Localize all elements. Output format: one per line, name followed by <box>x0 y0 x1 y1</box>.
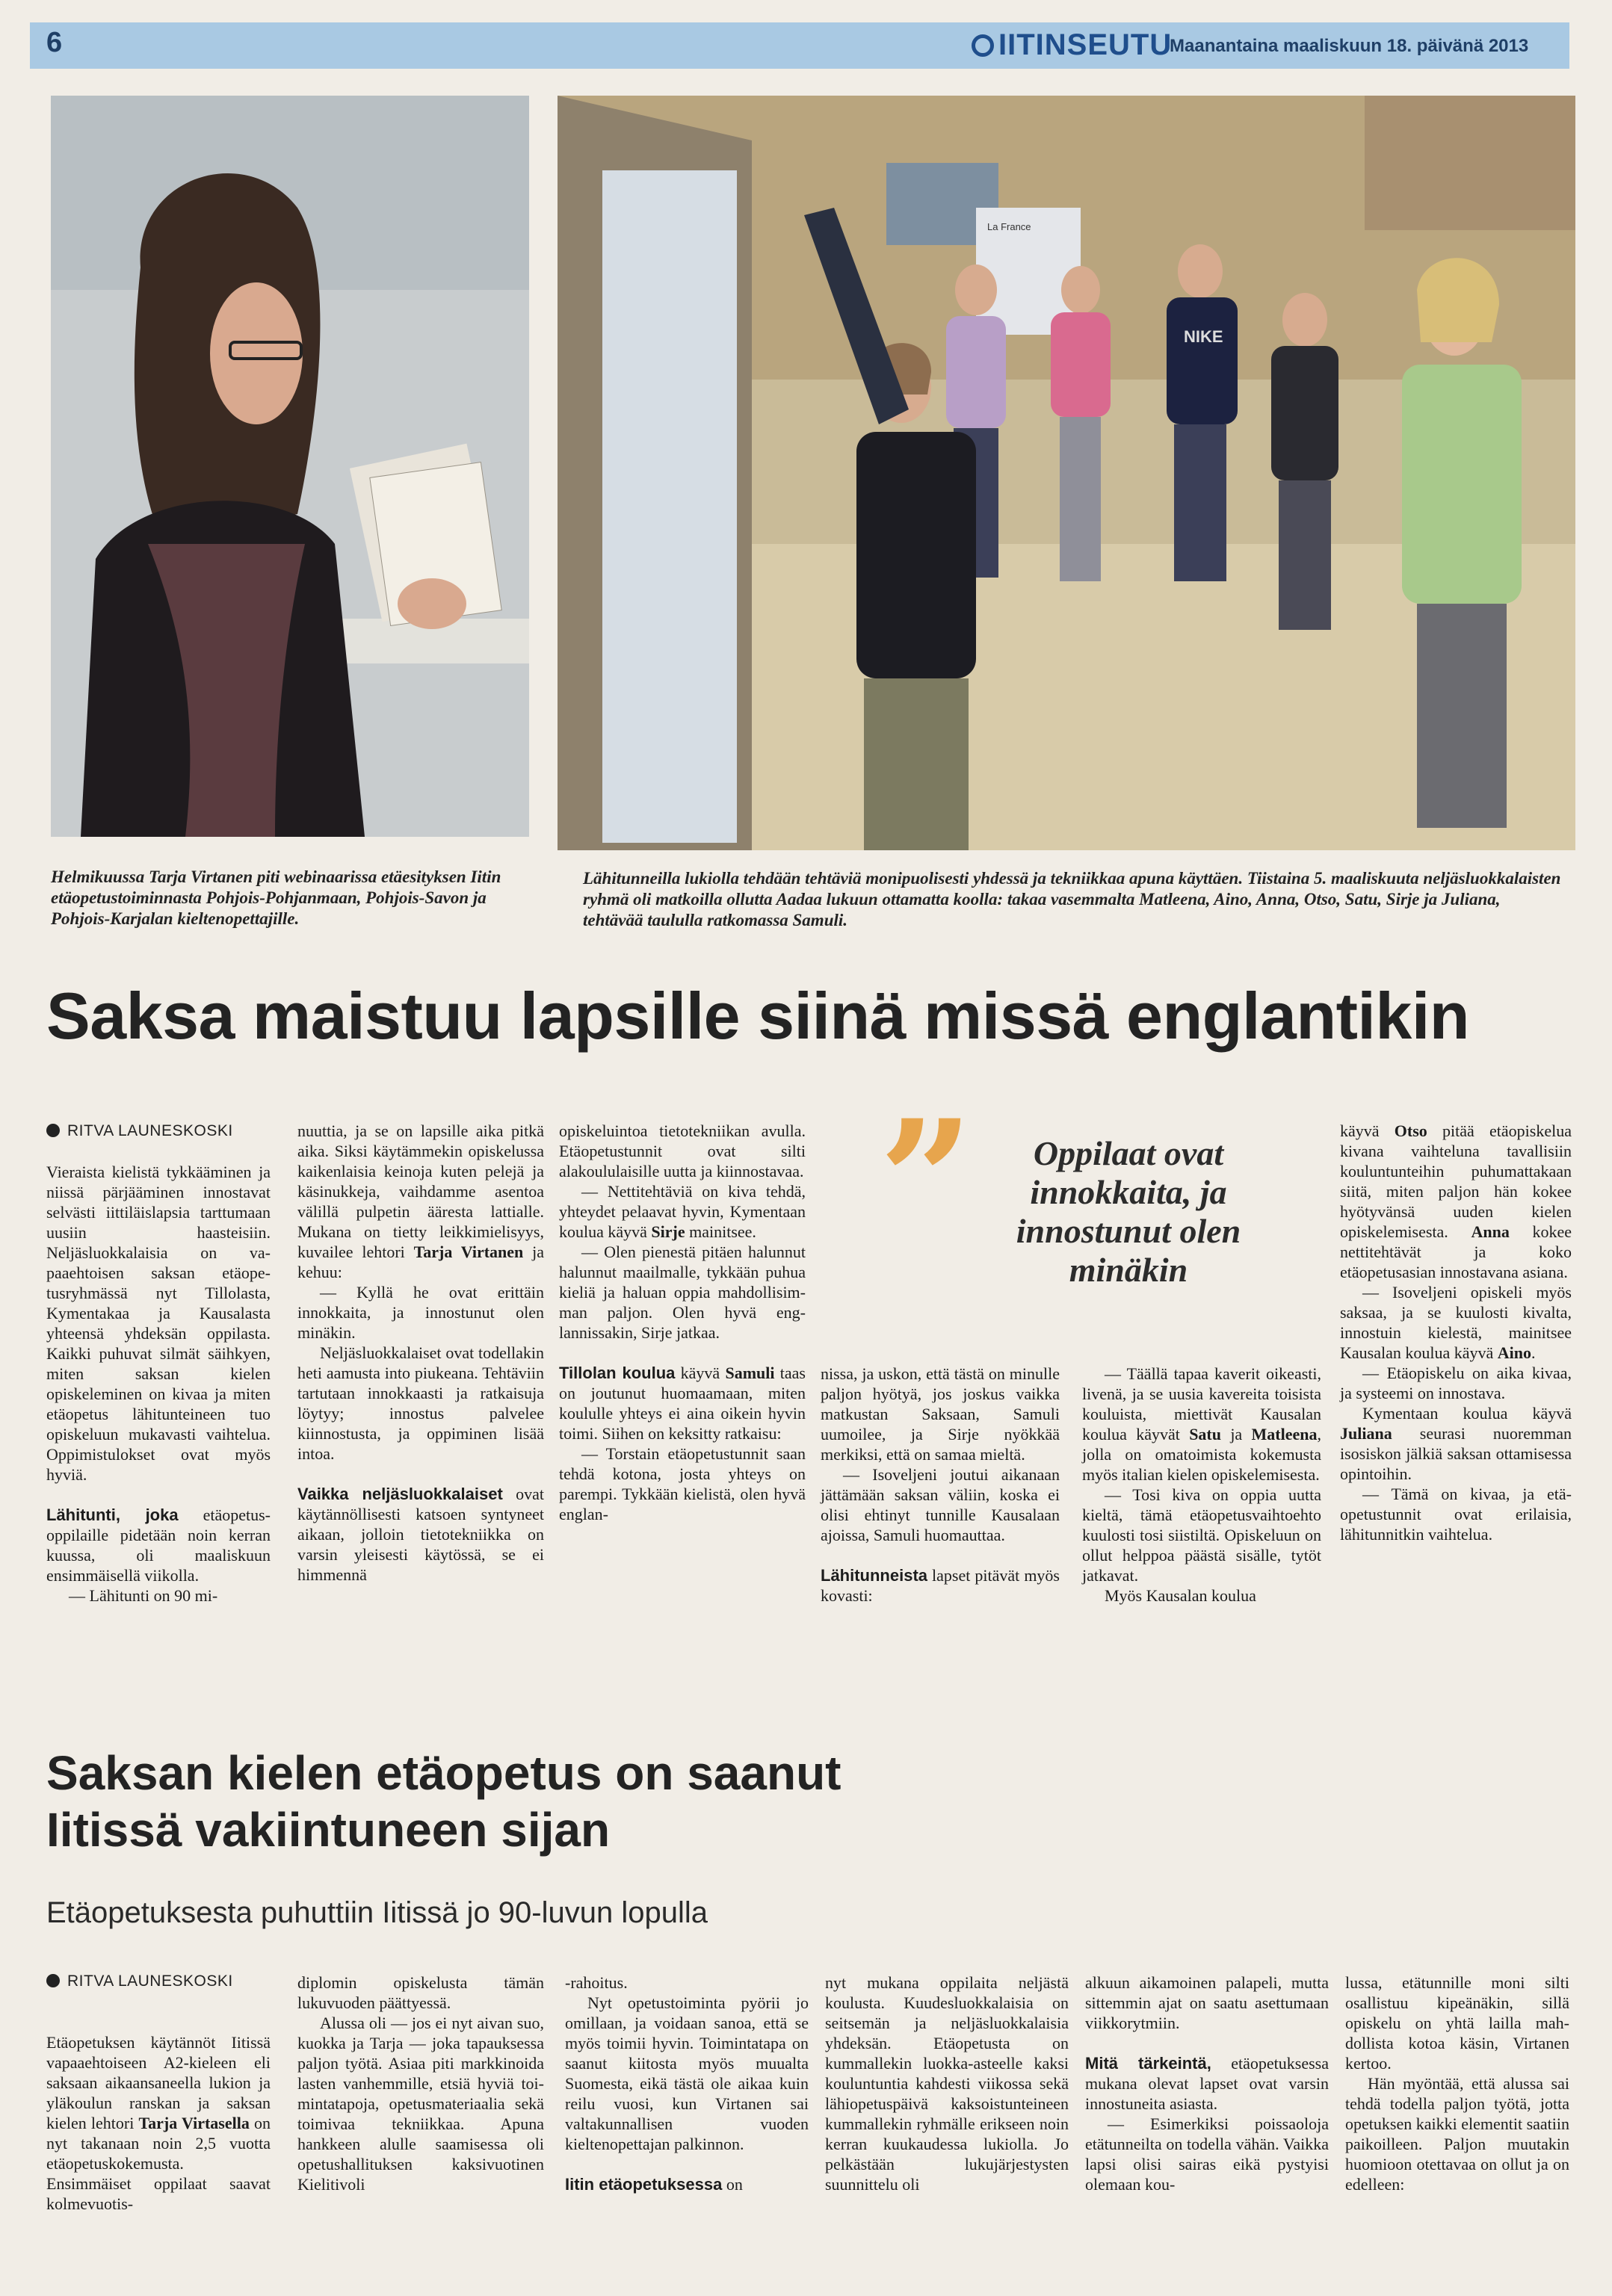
paragraph-text: Etäopetuksen käytännöt Iitissä vapaaehtoiseen A2-kieleen eli saksaan aikaansaneella lukion ja yläkoulun ranskan ja saksan kielen lehtori <box>46 2033 271 2132</box>
article2-headline: Saksan kielen etäopetus on saanut Iitissä vakiintuneen sijan <box>46 1746 841 1857</box>
paragraph: -rahoitus. <box>565 1973 628 1992</box>
paragraph: — Olen pienestä pitäen halunnut halunnut maailmalle, tykkään puhua kieliä ja haluan oppia mahdollisimman paljon. Olen hyvä englannissakin, Sirje jatkaa. <box>559 1243 806 1342</box>
subheading: Vaikka neljäsluokkalaiset <box>297 1485 503 1503</box>
article1-column-6 <box>1340 1121 1572 1544</box>
article2-column-4 <box>825 1972 1069 2194</box>
paragraph: Vieraista kielistä tykkääminen ja niissä pärjääminen innostavat selvästi iittiläislapsia tarttumaan uusiin haasteisiin. Neljäsluokkalaisia on vapaaehtoisen saksan etäopetusryhmässä nyt Tillolasta, Kymentakaa ja Kausalasta yhteensä yhdeksän oppilasta. Kaikki puhuvat silmät säihkyen, miten saksan kielen opiskeleminen on kivaa ja miten etäopetus lähitunteineen tuo opiskeluun mukavasti vaihtelua. Oppimistulokset ovat myös hyviä. <box>46 1163 271 1484</box>
pull-quote: Oppilaat ovat innokkaita, ja innostunut olen minäkin <box>1016 1134 1241 1289</box>
page-number: 6 <box>46 27 63 58</box>
issue-date: Maanantaina maaliskuun 18. päivänä 2013 <box>1170 36 1529 56</box>
paragraph: — Isoveljeni joutui aikanaan jättämään saksan väliin, koska ei olisi ehtinyt tunnille Kausalaan ajoissa, Samuli huomauttaa. <box>821 1465 1060 1544</box>
paragraph: — Isoveljeni opiskeli myös saksaa, ja se kuulosti kivalta, innostuin kielestä, mainitsee Kausalan koulua käyvä Aino. <box>1340 1283 1572 1362</box>
person-name: Satu <box>1189 1425 1221 1443</box>
article2-column-6 <box>1345 1972 1569 2194</box>
article1-column-3 <box>559 1121 806 1524</box>
paragraph-text: käyvä <box>675 1364 726 1382</box>
person-name: Tarja Virtasella <box>138 2114 250 2132</box>
teacher-photo-caption: Helmikuussa Tarja Virtanen piti webinaarissa etäesityksen Iitin etäopetustoiminnasta Pohjois-Pohjanmaan, Pohjois-Savon ja Pohjois-Karjalan kieltenopettajille. <box>51 867 501 928</box>
paragraph: Neljäsluokkalaiset ovat todellakin heti aamusta into piukeana. Tehtäviin tartutaan innokkaasti ja ratkaisuja löytyy; innostus palvelee kiinnostusta, ja oppiminen lisää intoa. <box>297 1343 544 1463</box>
article2-column-2 <box>297 1972 544 2194</box>
quote-marks-icon: ” <box>879 1083 974 1277</box>
paragraph-text: — Täällä tapaa kaverit oikeasti, livenä, ja se uusia kavereita toisista kouluista, miettivät Kausalan koulua käyvät <box>1082 1364 1321 1443</box>
paragraph: Hän myöntää, että alussa sai tehdä todella paljon työtä, jotta opetuksen kaikki elementit saatiin paikoilleen. Paljon muutakin huomioon otettavaa on ollut ja on edelleen: <box>1345 2074 1569 2194</box>
paragraph-text: on nyt takanaan noin 2,5 vuotta etäopetuskokemusta. Ensimmäiset oppilaat saavat kolmevuotis- <box>46 2114 271 2213</box>
paragraph <box>565 2174 809 2194</box>
paragraph <box>1085 2053 1329 2114</box>
paragraph-text: nuuttia, ja se on lapsille aika pitkä aika. Siksi käytämmekin opiskelussa kaikenlaisia keinoja kuten pelejä ja käsinukkeja, vaihdamme asentoa välillä pulpetin ääresta lattialle. Mukana on tietty leikkimielisyys, kuvailee lehtori <box>297 1121 544 1261</box>
person-name: Aino <box>1497 1343 1532 1362</box>
paragraph <box>297 1121 544 1282</box>
person-name: Samuli <box>725 1364 775 1382</box>
article1-column-5 <box>1082 1364 1321 1606</box>
paragraph <box>821 1565 1060 1606</box>
paragraph-text: seurasi nuoremman isosiskon jälkiä saksan ottamisessa opintoihin. <box>1340 1424 1572 1483</box>
person-name: Sirje <box>651 1222 685 1241</box>
article1-byline-name: RITVA LAUNESKOSKI <box>67 1122 233 1139</box>
board-label: La France <box>987 221 1031 232</box>
person-name: Tarja Virtanen <box>413 1243 524 1261</box>
paragraph: — Lähitunti on 90 mi- <box>69 1586 218 1605</box>
paragraph <box>46 2032 271 2214</box>
byline-bullet-icon <box>46 1974 60 1987</box>
paragraph-text: Kymentaan koulua käyvä <box>1362 1404 1572 1423</box>
paragraph <box>1340 1403 1572 1484</box>
paragraph-text: ovat käytännöllisesti katsoen syntyneet aikaan, jolloin tietotekniikka on varsin yleisesti käytössä, se ei himmennä <box>297 1485 544 1584</box>
teacher-illustration <box>51 96 529 837</box>
logo-ring-icon <box>972 34 994 57</box>
paragraph: Alussa oli — jos ei nyt aivan suo, kuokka ja Tarja — joka tapauksessa paljon työtä. Asiaa piti markkinoida lasten vanhemmille, etsiä hyviä toimintatapoja, opetusmateriaalia sekä toimivaa tekniikkaa. Apuna hankkeen alulle saamisessa oli opetushallituksen kaksivuotinen Kielitivoli <box>297 2014 544 2194</box>
article2-subheadline: Etäopetuksesta puhuttiin Iitissä jo 90-luvun lopulla <box>46 1896 708 1929</box>
article2-byline <box>46 1972 233 1990</box>
article2-column-3 <box>565 1972 809 2194</box>
paragraph <box>559 1363 806 1443</box>
paragraph-text: kokee nettitehtävät ja koko etäopetusasian innostavana asiana. <box>1340 1222 1572 1281</box>
paragraph-text: pitää etäopiskelua kivana vaihteluna tavallisiin kouluntunteihin puhumattakaan siitä, miten paljon hän kokee hyötyvänsä uuden kielen opiskelemisesta. <box>1340 1121 1572 1241</box>
subheading: Tillolan koulua <box>559 1364 676 1382</box>
classroom-photo-caption: Lähitunneilla lukiolla tehdään tehtäviä monipuolisesti yhdessä ja tekniikkaa apuna käyttäen. Tiistaina 5. maaliskuuta neljäsluokkalaisten ryhmä oli matkoilla ollutta Aadaa lukuun ottamatta koolla: takaa vasemmalta Matleena, Aino, Anna, Otso, Satu, Sirje ja Juliana, tehtävää taululla ratkomassa Samuli. <box>583 869 1561 929</box>
article1-headline: Saksa maistuu lapsille siinä missä englantikin <box>46 979 1470 1053</box>
paragraph: — Torstain etäopetustunnit saan tehdä kotona, josta yhteys on parempi. Tykkään kielistä, olen hyvä englan- <box>559 1444 806 1523</box>
paragraph: — Esimerkiksi poissaoloja etätunneilta on todella vähän. Vaikka lapsi olisi sairas eikä pystyisi olemaan kou- <box>1085 2114 1329 2194</box>
paragraph: alkuun aikamoinen palapeli, mutta sittemmin ajat on saatu asettumaan viikkorytmiin. <box>1085 1973 1329 2032</box>
paragraph-text: ja kehuu: <box>297 1243 544 1281</box>
person-name: Juliana <box>1340 1424 1392 1443</box>
paragraph: — Kyllä he ovat erittäin innokkaita, ja innostunut olen minäkin. <box>297 1283 544 1342</box>
paragraph <box>1340 1121 1572 1282</box>
paragraph: nyt mukana oppilaita neljästä koulusta. Kuudesluokkalaisia on seitsemän ja neljäsluokkalaisia yhdeksän. Etäopetusta on kummallekin luokka-asteelle kaksi kouluntuntia kahdesti viikossa sekä lähiopetuspäivä kaksoistunteineen kummallekin ryhmälle erikseen noin kerran kuukaudessa lukiolla. Jo pelkästään lukujärjestysten suunnittelu oli <box>825 1973 1069 2194</box>
paragraph-text: etäopetuksessa mukana olevat lapset ovat varsin innostuneita asiasta. <box>1085 2054 1330 2113</box>
article1-column-1 <box>46 1162 271 1606</box>
teacher-photo <box>51 96 529 837</box>
paragraph-text: lapset pitävät myös kovasti: <box>821 1566 1060 1605</box>
paragraph-text: taas on joutunut huomaamaan, miten koululle yhteys ei aina oikein hyvin toimi. Siihen on keksitty ratkaisu: <box>559 1364 806 1443</box>
paragraph-text: käyvä <box>1340 1121 1395 1140</box>
classroom-illustration <box>558 96 1575 850</box>
person-name: Matleena <box>1251 1425 1318 1443</box>
paragraph: opiskeluintoa tietotekniikan avulla. Etäopetustunnit ovat silti alakoululaisille uutta ja kiinnostavaa. <box>559 1121 806 1181</box>
paragraph: Myös Kausalan koulua <box>1105 1586 1256 1605</box>
article1-byline <box>46 1122 233 1140</box>
paragraph-text: ja <box>1220 1425 1252 1443</box>
byline-bullet-icon <box>46 1124 60 1137</box>
paragraph: — Etäopiskelu on aika kivaa, ja systeemi on innostava. <box>1340 1364 1572 1402</box>
person-name: Anna <box>1471 1222 1510 1241</box>
paragraph <box>1082 1364 1321 1485</box>
subheading: Lähitunneista <box>821 1566 928 1585</box>
article1-column-4 <box>821 1364 1060 1606</box>
logo-text: IITINSEUTU <box>998 28 1173 61</box>
subheading: Mitä tärkeintä, <box>1085 2054 1211 2073</box>
article2-byline-name: RITVA LAUNESKOSKI <box>67 1972 233 1990</box>
paragraph <box>559 1181 806 1242</box>
paragraph-text: — Nettitehtäviä on kiva tehdä, yhteydet pelaavat hyvin, Kymentaan koulua käyvä <box>559 1182 806 1241</box>
paragraph-text: on <box>722 2175 743 2194</box>
paragraph <box>297 1484 544 1585</box>
article2-column-1 <box>46 2032 271 2214</box>
paragraph: lussa, etätunnille moni silti osallistuu kipeänäkin, sillä opiskelu on yhtä lailla mahdollista kotoa käsin, Virtanen kertoo. <box>1345 1973 1569 2073</box>
newspaper-logo <box>972 28 1172 62</box>
classroom-photo <box>558 96 1575 850</box>
paragraph <box>46 1505 271 1585</box>
article1-column-2 <box>297 1121 544 1585</box>
paragraph: Nyt opetustoiminta pyörii jo omillaan, ja voidaan sanoa, että se myös toimii hyvin. Toimintatapa on saanut kiitosta myös muualta Suomesta, eikä tästä ole aikaa kuin reilu vuosi, kun Virtanen sai valtakunnallisen vuoden kieltenopettajan palkinnon. <box>565 1993 809 2153</box>
paragraph-text: mainitsee. <box>685 1222 756 1241</box>
subheading: Iitin etäopetuksessa <box>565 2175 723 2194</box>
person-name: Otso <box>1394 1121 1427 1140</box>
paragraph: nissa, ja uskon, että tästä on minulle paljon hyötyä, jos joskus vaikka matkustan Saksaan, Samuli uumoilee, ja Sirje nyökkää merkiksi, että on samaa mieltä. <box>821 1364 1060 1464</box>
article2-column-5 <box>1085 1972 1329 2194</box>
sweater-text: NIKE <box>1184 327 1223 346</box>
paragraph: — Tosi kiva on oppia uutta kieltä, tämä etäopetusvaihtoehto kuulosti tosi siistiltä. Opiskeluun on ollut helppoa päästä sisälle, tytöt jatkavat. <box>1082 1485 1321 1585</box>
paragraph-text: , jolla on omatoimista kokemusta myös italian kielen opiskelemisesta. <box>1082 1425 1321 1484</box>
paragraph: diplomin opiskelusta tämän lukuvuoden päättyessä. <box>297 1973 544 2012</box>
subheading: Lähitunti, joka <box>46 1506 179 1524</box>
paragraph: — Tämä on kivaa, ja etäopetustunnit ovat erilaisia, lähitunnitkin vaihtelua. <box>1340 1485 1572 1544</box>
paragraph-text: etäopetusoppilaille pidetään noin kerran kuussa, oli maaliskuun ensimmäisellä viikolla. <box>46 1506 271 1585</box>
paragraph-text: — Isoveljeni opiskeli myös saksaa, ja se kuulosti kivalta, innostuin kielestä, mainitsee Kausalan koulua käyvä <box>1340 1283 1572 1362</box>
